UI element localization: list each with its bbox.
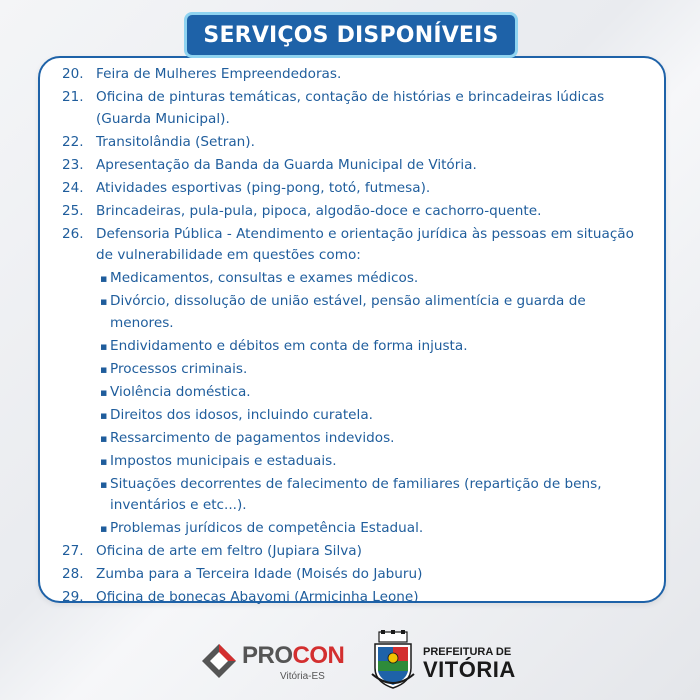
sub-list-item: [62, 268, 644, 290]
services-card: [38, 56, 666, 603]
prefeitura-crest-icon: [370, 630, 416, 692]
bullet-icon: ▪: [100, 454, 108, 468]
item-number: 22.: [62, 133, 84, 150]
bullet-icon: ▪: [100, 385, 108, 399]
bullet-icon: ▪: [100, 522, 108, 535]
item-text: Atividades esportivas (ping-pong, totó, futmesa).: [96, 179, 431, 196]
list-item: [62, 178, 644, 200]
list-item: [62, 64, 644, 86]
item-number: 26.: [62, 225, 84, 242]
sub-item-text: Direitos dos idosos, incluindo curatela.: [110, 406, 373, 423]
item-text: Feira de Mulheres Empreendedoras.: [96, 66, 342, 82]
list-item: [62, 87, 644, 130]
list-item: [62, 541, 644, 563]
item-text: Oficina de arte em feltro (Jupiara Silva): [96, 543, 362, 559]
sub-list-item: [62, 428, 644, 450]
item-number: 25.: [62, 202, 84, 219]
procon-logo: [200, 638, 350, 688]
bullet-icon: ▪: [100, 431, 108, 445]
prefeitura-label: PREFEITURA DE: [423, 646, 512, 658]
item-text: Brincadeiras, pula-pula, pipoca, algodão-doce e cachorro-quente.: [96, 202, 542, 219]
sub-list-item: [62, 291, 644, 334]
bullet-icon: ▪: [100, 272, 108, 285]
sub-list-item: [62, 518, 644, 540]
prefeitura-city: VITÓRIA: [423, 657, 516, 682]
item-number: 20.: [62, 66, 84, 82]
sub-item-text: Problemas jurídicos de competência Estadual.: [110, 520, 424, 536]
bullet-icon: ▪: [100, 408, 108, 422]
item-number: 24.: [62, 179, 84, 196]
item-text: Oficina de bonecas Abayomi (Armicinha Leone): [96, 589, 419, 605]
item-text: Defensoria Pública - Atendimento e orientação jurídica às pessoas em situação de vulnerabilidade em questões como:: [96, 225, 634, 263]
item-text: Transitolândia (Setran).: [96, 133, 255, 150]
sub-item-text: Ressarcimento de pagamentos indevidos.: [110, 429, 395, 446]
sub-list-item: [62, 359, 644, 381]
item-number: 28.: [62, 566, 84, 582]
sub-item-text: Situações decorrentes de falecimento de familiares (repartição de bens, inventários e etc...).: [110, 475, 602, 513]
list-item: [62, 224, 644, 267]
sub-item-text: Endividamento e débitos em conta de forma injusta.: [110, 337, 468, 354]
defensoria-topics-list: [62, 268, 644, 540]
procon-wordmark-pro: PRO: [242, 642, 293, 669]
procon-wordmark: [242, 642, 344, 670]
bullet-icon: ▪: [100, 295, 108, 308]
bullet-icon: ▪: [100, 362, 108, 376]
item-text: Oficina de pinturas temáticas, contação de histórias e brincadeiras lúdicas (Guarda Municipal).: [96, 89, 605, 127]
sub-item-text: Divórcio, dissolução de união estável, pensão alimentícia e guarda de menores.: [110, 293, 586, 331]
bullet-icon: ▪: [100, 339, 108, 353]
sub-item-text: Violência doméstica.: [110, 383, 251, 400]
procon-diamond-icon: [200, 642, 238, 680]
item-number: 21.: [62, 89, 84, 105]
sub-item-text: Medicamentos, consultas e exames médicos.: [110, 270, 419, 286]
footer-logos: [0, 620, 700, 700]
list-item: [62, 587, 644, 609]
procon-subtitle: Vitória-ES: [280, 671, 325, 682]
sub-list-item: [62, 451, 644, 473]
item-text: Apresentação da Banda da Guarda Municipal de Vitória.: [96, 156, 477, 173]
services-list: [62, 64, 644, 610]
sub-list-item: [62, 405, 644, 427]
list-item: [62, 132, 644, 154]
procon-wordmark-con: CON: [292, 642, 345, 669]
item-number: 27.: [62, 543, 84, 559]
item-text: Zumba para a Terceira Idade (Moisés do Jaburu): [96, 566, 423, 582]
section-title-tab: [184, 12, 518, 58]
list-item: [62, 564, 644, 586]
item-number: 29.: [62, 589, 84, 605]
sub-list-item: [62, 336, 644, 358]
section-title: SERVIÇOS DISPONÍVEIS: [203, 22, 499, 48]
sub-list-item: [62, 474, 644, 517]
list-item: [62, 155, 644, 177]
item-number: 23.: [62, 156, 84, 173]
sub-item-text: Processos criminais.: [110, 360, 248, 377]
bullet-icon: ▪: [100, 477, 108, 491]
list-item: [62, 201, 644, 223]
sub-list-item: [62, 382, 644, 404]
sub-item-text: Impostos municipais e estaduais.: [110, 452, 337, 469]
